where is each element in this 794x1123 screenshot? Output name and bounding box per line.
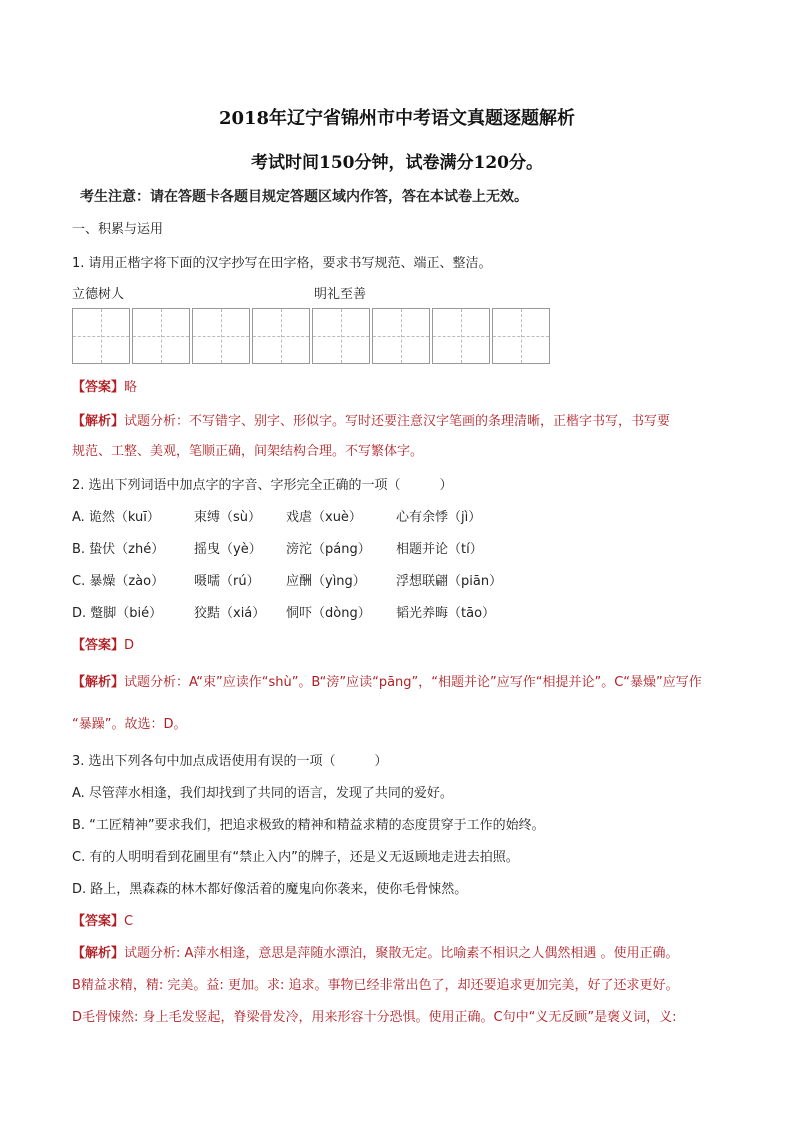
q3-option-d: D. 路上，黑森森的林木都好像活着的魔鬼向你袭来，使你毛骨悚然。 [72, 882, 468, 897]
section-heading: 一、积累与运用 [72, 222, 164, 237]
tianzige-cell[interactable] [492, 308, 550, 364]
answer-tag: 【答案】 [72, 380, 125, 395]
q3-option-a: A. 尽管萍水相逢，我们却找到了共同的语言，发现了共同的爱好。 [72, 786, 453, 801]
analysis-2-line1 [72, 671, 702, 690]
exam-info: 考试时间150分钟，试卷满分120分。 [251, 153, 543, 173]
option-word: 应酬（yìng） [286, 574, 366, 589]
option-word: 嗫嚅（rú） [194, 574, 260, 589]
answer-value: 略 [124, 380, 138, 395]
phrase-right: 明礼至善 [314, 287, 367, 302]
answer-tag: 【答案】 [72, 914, 125, 929]
q3-option-c: C. 有的人明明看到花圃里有“禁止入内”的牌子，还是义无返顾地走进去拍照。 [72, 850, 519, 865]
tianzige-cell[interactable] [72, 308, 130, 364]
analysis-tag: 【解析】 [72, 414, 125, 429]
option-word: A. 诡然（kuī） [72, 510, 160, 525]
tianzige-cell[interactable] [432, 308, 490, 364]
option-word: D. 蹩脚（bié） [72, 606, 163, 621]
tianzige-grid [72, 308, 550, 364]
question-3: 3. 选出下列各句中加点成语使用有误的一项（ ） [72, 754, 388, 769]
page-title: 2018年辽宁省锦州市中考语文真题逐题解析 [218, 108, 576, 129]
option-word: 戏虐（xuè） [286, 510, 362, 525]
tianzige-cell[interactable] [312, 308, 370, 364]
answer-tag: 【答案】 [72, 638, 125, 653]
option-word: 摇曳（yè） [194, 542, 262, 557]
analysis-3-line2: B精益求精，精: 完美。益: 更加。求: 追求。事物已经非常出色了，却还要追求更加完美，好了还求更好。 [72, 978, 679, 993]
option-word: B. 蛰伏（zhé） [72, 542, 165, 557]
answer-1 [72, 376, 137, 395]
q2-option-c [72, 570, 502, 589]
analysis-tag: 【解析】 [72, 675, 125, 690]
option-word: 心有余悸（jì） [396, 510, 482, 525]
answer-value: D [124, 638, 135, 653]
q2-option-b [72, 538, 483, 557]
tianzige-cell[interactable] [192, 308, 250, 364]
answer-3 [72, 910, 133, 929]
option-word: 恫吓（dòng） [286, 606, 371, 621]
question-2: 2. 选出下列词语中加点字的字音、字形完全正确的一项（ ） [72, 478, 453, 493]
tianzige-cell[interactable] [252, 308, 310, 364]
exam-notice: 考生注意：请在答题卡各题目规定答题区域内作答，答在本试卷上无效。 [80, 189, 528, 205]
option-word: 束缚（sù） [194, 510, 262, 525]
option-word: 滂沱（páng） [286, 542, 371, 557]
analysis-1-line1 [72, 410, 670, 429]
answer-2 [72, 634, 134, 653]
q2-option-d [72, 602, 495, 621]
tianzige-cell[interactable] [132, 308, 190, 364]
phrase-left: 立德树人 [72, 287, 125, 302]
analysis-3-line3: D毛骨悚然: 身上毛发竖起，脊梁骨发冷，用来形容十分恐惧。使用正确。C句中“义无反顾”是褒义词，义: [72, 1010, 677, 1025]
analysis-text: 试题分析: A萍水相逢，意思是萍随水漂泊，聚散无定。比喻素不相识之人偶然相遇 。使用正确。 [124, 946, 679, 961]
analysis-1-line2: 规范、工整、美观，笔顺正确，间架结构合理。不写繁体字。 [72, 444, 424, 459]
q3-option-b: B. “工匠精神”要求我们，把追求极致的精神和精益求精的态度贯穿于工作的始终。 [72, 818, 545, 833]
option-word: 浮想联翩（piān） [396, 574, 503, 589]
analysis-text: 试题分析：A“束”应读作“shù”。B“滂”应读“pāng”，“相题并论”应写作“相提并论”。C“暴燥”应写作 [124, 675, 702, 690]
option-word: 狡黠（xiá） [194, 606, 266, 621]
option-word: 相题并论（tí） [396, 542, 483, 557]
answer-value: C [124, 914, 134, 929]
q2-option-a [72, 506, 481, 525]
option-word: 韬光养晦（tāo） [396, 606, 496, 621]
question-1: 1. 请用正楷字将下面的汉字抄写在田字格，要求书写规范、端正、整洁。 [72, 256, 492, 271]
analysis-text: 试题分析：不写错字、别字、形似字。写时还要注意汉字笔画的条理清晰，正楷字书写，书写要 [124, 414, 671, 429]
analysis-2-line2: “暴躁”。故选：D。 [72, 717, 187, 732]
analysis-3-line1 [72, 942, 679, 961]
option-word: C. 暴燥（zào） [72, 574, 165, 589]
tianzige-cell[interactable] [372, 308, 430, 364]
analysis-tag: 【解析】 [72, 946, 125, 961]
